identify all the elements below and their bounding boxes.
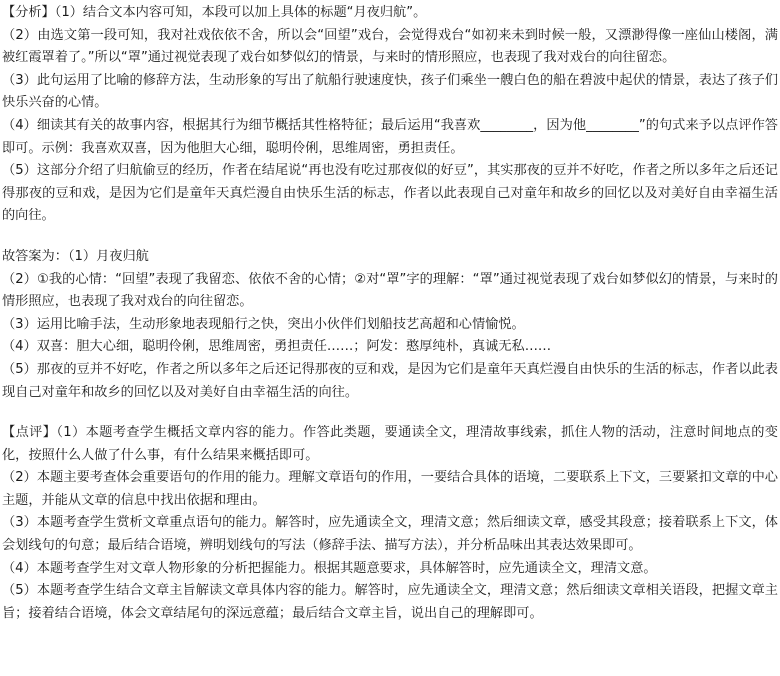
- answer-line-5: （5）那夜的豆并不好吃，作者之所以多年之后还记得那夜的豆和戏，是因为它们是童年天真烂漫自由快乐的生活的标志，作者以此表现自己对童年和故乡的回忆以及对美好自由幸福生活的向往。: [2, 361, 778, 400]
- comment-line-4: （4）本题考查学生对文章人物形象的分析把握能力。根据其题意要求，具体解答时，应先通读全文，理清文意。: [2, 560, 657, 576]
- analysis-line-4: （4）细读其有关的故事内容，根据其行为细节概括其性格特征；最后运用“我喜欢________，因为他________”的句式来予以点评作答即可。示例：我喜欢双喜，因为他胆大心细，聪明伶俐，思维周密，勇担责任。: [2, 117, 778, 156]
- comment-line-3: （3）本题考查学生赏析文章重点语句的能力。解答时，应先通读全文，理清文意；然后细读文章，感受其段意；接着联系上下文，体会划线句的句意；最后结合语境，辨明划线句的写法（修辞手法、描写方法），并分析品味出其表达效果即可。: [2, 515, 778, 554]
- answer-line-1: 故答案为：（1）月夜归航: [2, 248, 149, 264]
- analysis-line-2: （2）由选文第一段可知，我对社戏依依不舍，所以会“回望”戏台，会觉得戏台“如初来未到时候一般，又漂渺得像一座仙山楼阁，满被红霞罩着了。”所以“罩”通过视觉表现了戏台如梦似幻的情景，与来时的情形照应，也表现了我对戏台的向往留恋。: [2, 27, 778, 66]
- answer-line-2: （2）①我的心情：“回望”表现了我留恋、依依不舍的心情；②对“罩”字的理解：“罩”通过视觉表现了戏台如梦似幻的情景，与来时的情形照应，也表现了我对戏台的向往留恋。: [2, 271, 778, 310]
- section-gap: [2, 404, 778, 422]
- analysis-line-1: 【分析】（1）结合文本内容可知，本段可以加上具体的标题“月夜归航”。: [2, 5, 427, 20]
- answer-section: [2, 246, 778, 404]
- analysis-section: [2, 2, 778, 228]
- comment-line-1: 【点评】（1）本题考查学生概括文章内容的能力。作答此类题，要通读全文，理清故事线索，抓住人物的活动，注意时间地点的变化，按照什么人做了什么事，有什么结果来概括即可。: [2, 425, 778, 463]
- comment-line-5: （5）本题考查学生结合文章主旨解读文章具体内容的能力。解答时，应先通读全文，理清文意；然后细读文章相关语段，把握文章主旨；接着结合语境，体会文章结尾句的深远意蕴；最后结合文章主旨，说出自己的理解即可。: [2, 583, 778, 621]
- section-gap: [2, 228, 778, 246]
- analysis-line-5: （5）这部分介绍了归航偷豆的经历，作者在结尾说“再也没有吃过那夜似的好豆”，其实那夜的豆并不好吃，作者之所以多年之后还记得那夜的豆和戏，是因为它们是童年天真烂漫自由快乐生活的标志，作者以此表现自己对童年和故乡的回忆以及对美好自由幸福生活的向往。: [2, 163, 778, 224]
- analysis-line-3: （3）此句运用了比喻的修辞方法，生动形象的写出了航船行驶速度快，孩子们乘坐一艘白色的船在碧波中起伏的情景，表达了孩子们快乐兴奋的心情。: [2, 72, 778, 111]
- comment-section: [2, 422, 778, 625]
- answer-line-3: （3）运用比喻手法，生动形象地表现船行之快，突出小伙伴们划船技艺高超和心情愉悦。: [2, 316, 525, 332]
- comment-line-2: （2）本题主要考查体会重要语句的作用的能力。理解文章语句的作用，一要结合具体的语境，二要联系上下文，三要紧扣文章的中心主题，并能从文章的信息中找出依据和理由。: [2, 470, 778, 508]
- answer-line-4: （4）双喜：胆大心细，聪明伶俐，思维周密，勇担责任……；阿发：憨厚纯朴，真诚无私……: [2, 339, 552, 355]
